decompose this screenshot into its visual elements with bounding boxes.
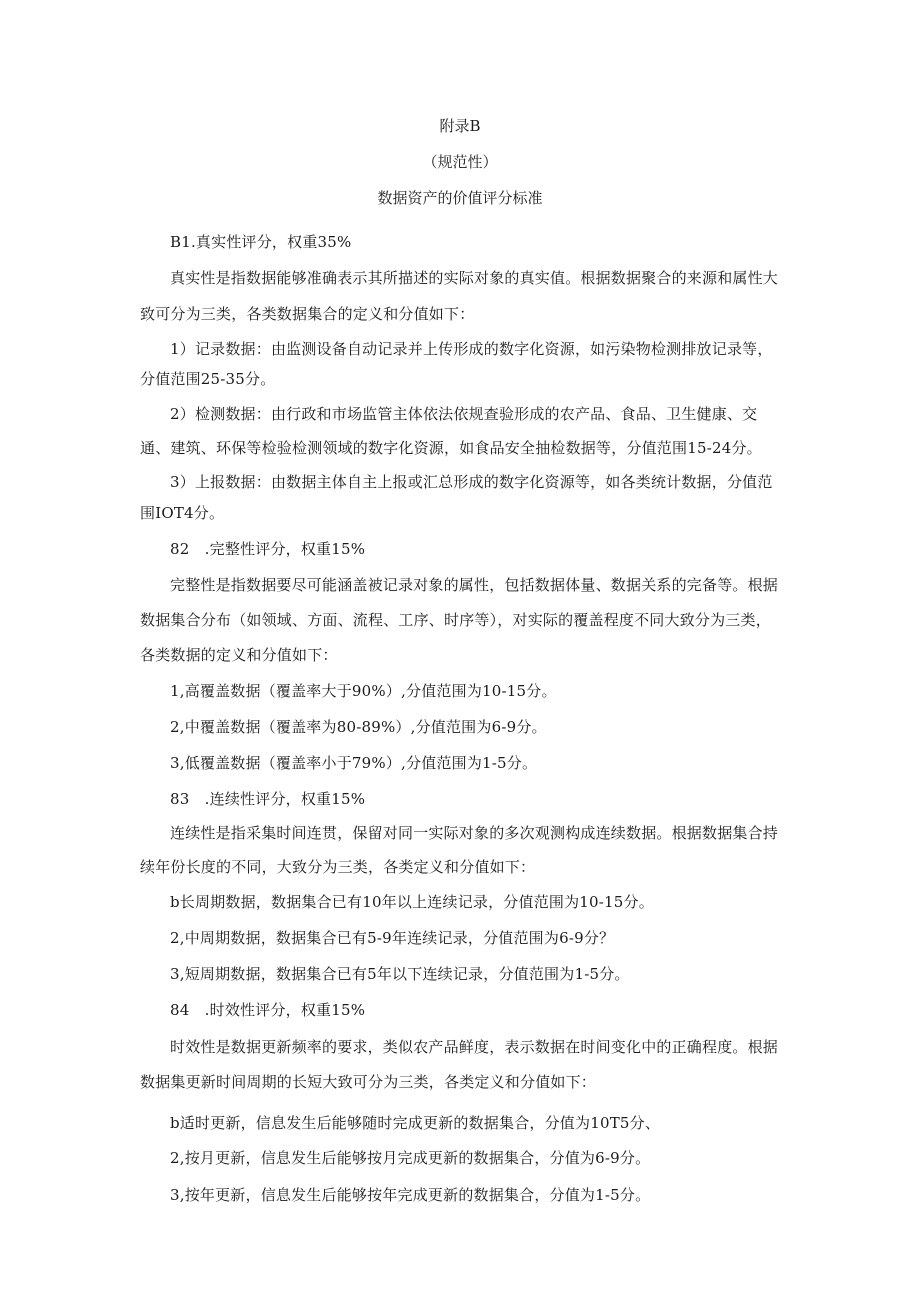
list-item-line: 3,低覆盖数据（覆盖率小于79%）,分值范围为1-5分。 — [170, 754, 538, 772]
paragraph-line: 续年份长度的不同，大致分为三类，各类定义和分值如下： — [140, 858, 536, 876]
list-item-line: b适时更新，信息发生后能够随时完成更新的数据集合，分值为10T5分、 — [170, 1114, 661, 1132]
paragraph-line: 完整性是指数据要尽可能涵盖被记录对象的属性，包括数据体量、数据关系的完备等。根据 — [170, 576, 779, 594]
section-heading-b4: 84 .时效性评分，权重15% — [170, 1001, 366, 1019]
appendix-subtitle: 数据资产的价值评分标准 — [377, 189, 543, 207]
appendix-nature: （规范性） — [422, 153, 498, 171]
paragraph-line: 数据集更新时间周期的长短大致可分为三类，各类定义和分值如下： — [140, 1073, 597, 1091]
paragraph-line: 数据集合分布（如领域、方面、流程、工序、时序等），对实际的覆盖程度不同大致分为三类， — [140, 611, 771, 629]
list-item-line: 2,中覆盖数据（覆盖率为80-89%）,分值范围为6-9分。 — [170, 718, 547, 736]
section-heading-b1: B1.真实性评分，权重35% — [170, 233, 352, 251]
list-item-line: 1,高覆盖数据（覆盖率大于90%）,分值范围为10-15分。 — [170, 682, 557, 700]
paragraph-line: 致可分为三类，各类数据集合的定义和分值如下： — [140, 305, 475, 323]
section-heading-b3: 83 .连续性评分，权重15% — [170, 790, 366, 808]
paragraph-line: 连续性是指采集时间连贯，保留对同一实际对象的多次观测构成连续数据。根据数据集合持 — [170, 824, 779, 842]
paragraph-line: 各类数据的定义和分值如下： — [140, 646, 338, 664]
paragraph-line: 真实性是指数据能够准确表示其所描述的实际对象的真实值。根据数据聚合的来源和属性大 — [170, 269, 779, 287]
list-item-line: 2,按月更新，信息发生后能够按月完成更新的数据集合，分值为6-9分。 — [170, 1149, 651, 1167]
list-item-line: 3,按年更新，信息发生后能够按年完成更新的数据集合，分值为1-5分。 — [170, 1186, 651, 1204]
section-heading-b2: 82 .完整性评分，权重15% — [170, 540, 366, 558]
list-item-line: 分值范围25-35分。 — [140, 370, 276, 388]
list-item-line: 通、建筑、环保等检验检测领域的数字化资源，如食品安全抽检数据等，分值范围15-24分。 — [140, 439, 762, 457]
list-item-line: 3,短周期数据，数据集合已有5年以下连续记录，分值范围为1-5分。 — [170, 965, 630, 983]
list-item-line: 1）记录数据：由监测设备自动记录并上传形成的数字化资源，如污染物检测排放记录等， — [170, 340, 773, 358]
list-item-line: b长周期数据，数据集合已有10年以上连续记录，分值范围为10-15分。 — [170, 893, 654, 911]
list-item-line: 2）检测数据：由行政和市场监管主体依法依规查验形成的农产品、食品、卫生健康、交 — [170, 405, 758, 423]
paragraph-line: 时效性是数据更新频率的要求，类似农产品鲜度，表示数据在时间变化中的正确程度。根据 — [170, 1038, 779, 1056]
appendix-title: 附录B — [439, 117, 481, 135]
list-item-line: 2,中周期数据，数据集合已有5-9年连续记录，分值范围为6-9分？ — [170, 929, 615, 947]
list-item-line: 围IOT4分。 — [140, 504, 225, 522]
list-item-line: 3）上报数据：由数据主体自主上报或汇总形成的数字化资源等，如各类统计数据，分值范 — [170, 473, 773, 491]
